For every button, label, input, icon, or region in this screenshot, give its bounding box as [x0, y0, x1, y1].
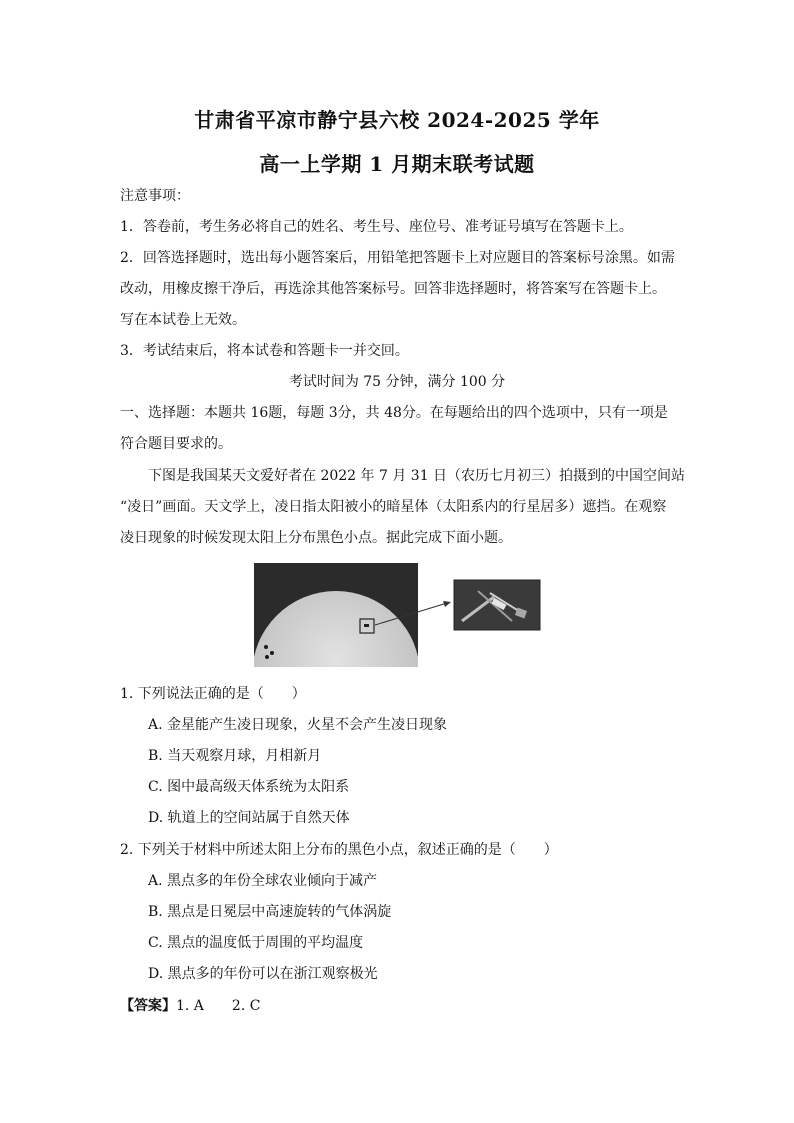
question-2-stem: 2. 下列关于材料中所述太阳上分布的黑色小点，叙述正确的是（ ） — [120, 842, 558, 858]
question-2-option-c: C. 黑点的温度低于周围的平均温度 — [148, 935, 364, 951]
question-1-option-c: C. 图中最高级天体系统为太阳系 — [148, 779, 350, 795]
sunspot — [265, 655, 269, 659]
exam-time-info: 考试时间为 75 分钟，满分 100 分 — [288, 374, 506, 390]
sun-photo — [254, 563, 420, 667]
answer-line — [120, 996, 260, 1016]
section-heading-line2: 符合题目要求的。 — [120, 436, 232, 452]
answer-text: 1. A 2. C — [176, 998, 261, 1014]
material-line2: “凌日”画面。天文学上，凌日指太阳被小的暗星体（太阳系内的行星居多）遮挡。在观察 — [120, 499, 667, 515]
question-1-stem: 1. 下列说法正确的是（ ） — [120, 686, 306, 702]
notice-header: 注意事项： — [120, 188, 190, 204]
question-2-option-b: B. 黑点是日冕层中高速旋转的气体涡旋 — [148, 904, 392, 920]
notice-item-2-line2: 改动，用橡皮擦干净后，再选涂其他答案标号。回答非选择题时，将答案写在答题卡上。 — [120, 281, 666, 297]
question-1-option-d: D. 轨道上的空间站属于自然天体 — [148, 810, 350, 826]
sunspot — [264, 645, 268, 649]
material-line3: 凌日现象的时候发现太阳上分布黑色小点。据此完成下面小题。 — [120, 530, 512, 546]
notice-item-3: 3．考试结束后，将本试卷和答题卡一并交回。 — [120, 343, 409, 359]
question-1-option-a: A. 金星能产生凌日现象，火星不会产生凌日现象 — [148, 717, 448, 733]
question-1-option-b: B. 当天观察月球，月相新月 — [148, 748, 322, 764]
exam-title-line1: 甘肃省平凉市静宁县六校 2024-2025 学年 — [194, 108, 600, 132]
sunspot — [270, 651, 274, 655]
question-2-option-d: D. 黑点多的年份可以在浙江观察极光 — [148, 966, 378, 982]
transit-photo-figure — [254, 563, 544, 667]
answer-label: 【答案】 — [120, 998, 176, 1014]
space-station-silhouette — [364, 624, 369, 627]
notice-item-1: 1．答卷前，考生务必将自己的姓名、考生号、座位号、准考证号填写在答题卡上。 — [120, 219, 633, 235]
material-line1: 下图是我国某天文爱好者在 2022 年 7 月 31 日（农历七月初三）拍摄到的中国空间站 — [148, 468, 686, 484]
question-2-option-a: A. 黑点多的年份全球农业倾向于减产 — [148, 873, 378, 889]
exam-title-line2: 高一上学期 1 月期末联考试题 — [259, 152, 535, 176]
notice-item-2-line1: 2．回答选择题时，选出每小题答案后，用铅笔把答题卡上对应题目的答案标号涂黑。如需 — [120, 250, 675, 266]
zoomed-station-photo — [454, 580, 540, 630]
notice-item-2-line3: 写在本试卷上无效。 — [120, 312, 246, 328]
section-heading-line1: 一、选择题：本题共 16题，每题 3分，共 48分。在每题给出的四个选项中，只有一项是 — [120, 405, 668, 421]
